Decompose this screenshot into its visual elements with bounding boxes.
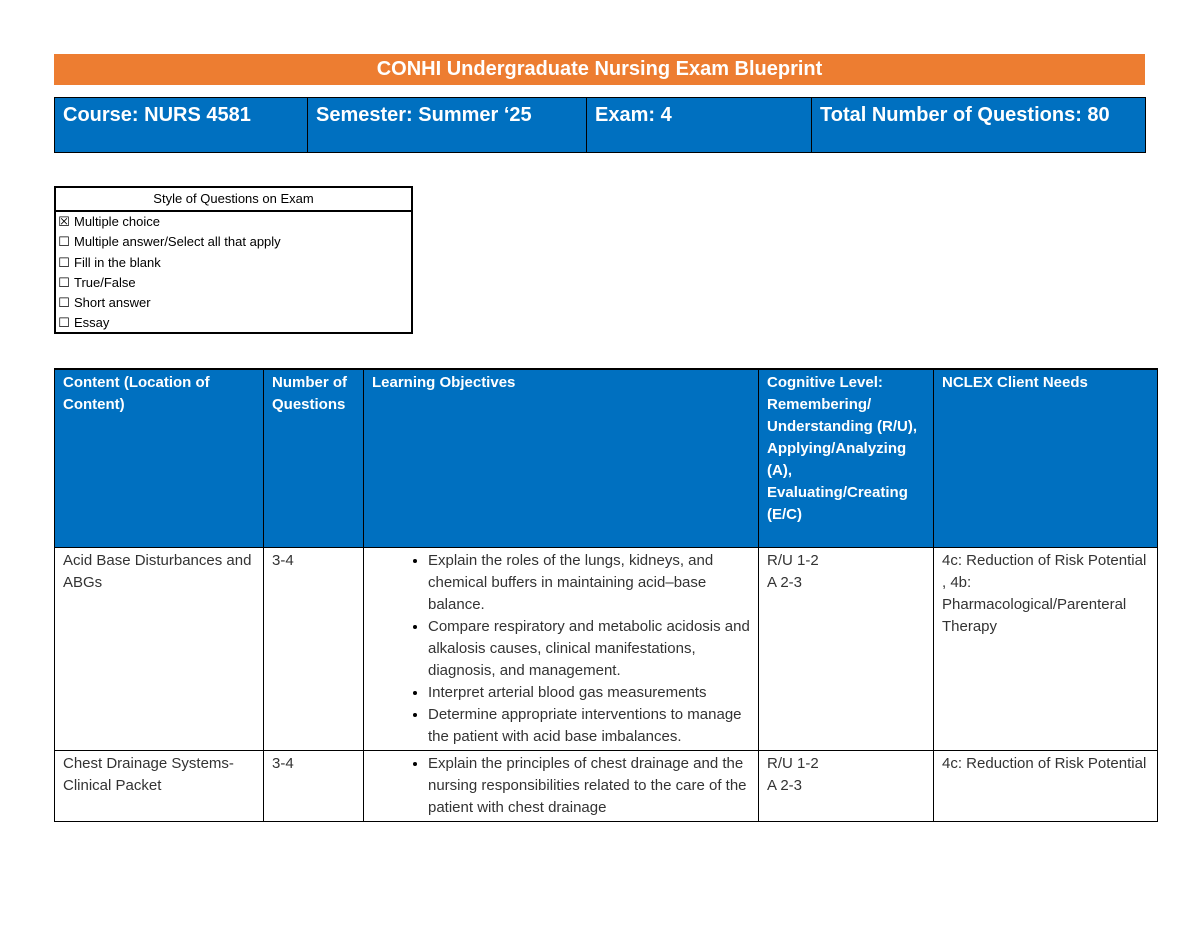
style-option-label: Multiple answer/Select all that apply [74,234,281,250]
header-objectives: Learning Objectives [364,369,759,548]
cognitive-a: A 2-3 [767,574,803,591]
number-cell: 3-4 [264,751,364,822]
checkbox-icon[interactable]: ☐ [58,254,70,270]
header-content: Content (Location of Content) [55,369,264,548]
cognitive-cell [759,751,934,822]
exam-info-row [54,97,1146,153]
blueprint-title: CONHI Undergraduate Nursing Exam Blueprint [54,54,1145,85]
table-row [55,751,1158,822]
header-cognitive: Cognitive Level: Remembering/ Understanding (R/U), Applying/Analyzing (A), Evaluating/Creating (E/C) [759,369,934,548]
content-cell: Acid Base Disturbances and ABGs [55,548,264,751]
semester-cell: Semester: Summer ‘25 [308,98,587,152]
objective-item: • Explain the roles of the lungs, kidneys, and chemical buffers in maintaining acid–base balance. [428,550,750,616]
question-style-box [54,186,413,334]
objectives-cell [364,548,759,751]
style-option-multiple-choice [56,212,411,232]
table-header-row [55,369,1158,548]
header-nclex: NCLEX Client Needs [934,369,1158,548]
checkbox-icon[interactable]: ☐ [58,234,70,250]
style-option-label: Multiple choice [74,214,160,229]
question-style-heading: Style of Questions on Exam [56,188,411,212]
table-row [55,548,1158,751]
cognitive-a: A 2-3 [767,777,803,794]
content-cell: Chest Drainage Systems- Clinical Packet [55,751,264,822]
number-cell: 3-4 [264,548,364,751]
style-option-label: True/False [74,274,136,290]
objective-item: • Explain the principles of chest drainage and the nursing responsibilities related to the care of the patient with chest drainage [428,753,750,819]
blueprint-table [54,368,1158,822]
checkbox-icon[interactable]: ☐ [58,295,70,311]
exam-cell: Exam: 4 [587,98,812,152]
objective-item: • Interpret arterial blood gas measurements [428,682,750,704]
style-option-essay [56,313,411,333]
objective-item: • Compare respiratory and metabolic acidosis and alkalosis causes, clinical manifestations, diagnosis, and management. [428,616,750,682]
objective-item: • Determine appropriate interventions to manage the patient with acid base imbalances. [428,704,750,748]
checkbox-icon[interactable]: ☐ [58,315,70,331]
style-option-label: Essay [74,315,110,331]
style-option-fill-blank [56,253,411,273]
total-questions-cell: Total Number of Questions: 80 [820,104,1110,126]
style-option-true-false [56,273,411,293]
style-option-label: Short answer [74,295,151,311]
header-number: Number of Questions [264,369,364,548]
checkbox-icon[interactable]: ☐ [58,274,70,290]
cognitive-ru: R/U 1-2 [767,552,819,569]
nclex-cell: 4c: Reduction of Risk Potential , 4b: Pharmacological/Parenteral Therapy [934,548,1158,751]
objectives-cell [364,751,759,822]
cognitive-cell [759,548,934,751]
checked-box-icon[interactable]: ☒ [58,214,70,229]
style-option-multiple-answer [56,232,411,252]
nclex-cell: 4c: Reduction of Risk Potential [934,751,1158,822]
style-option-short-answer [56,293,411,313]
cognitive-ru: R/U 1-2 [767,755,819,772]
course-cell: Course: NURS 4581 [55,98,308,152]
style-option-label: Fill in the blank [74,254,161,270]
